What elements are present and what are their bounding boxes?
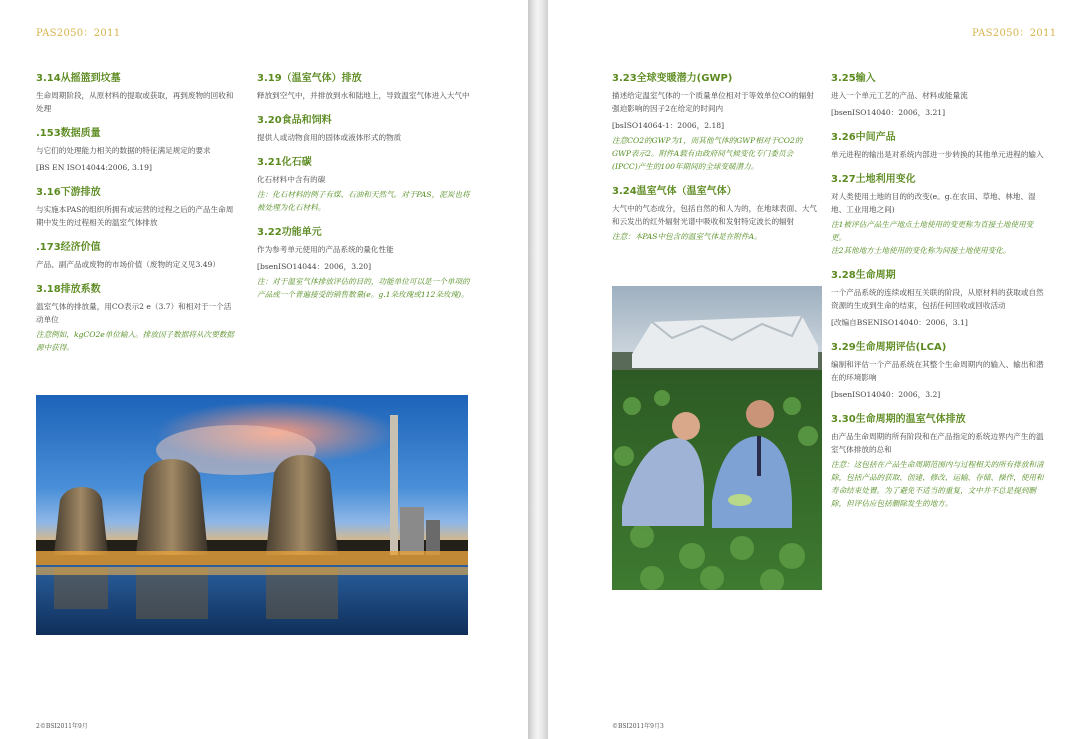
definition-entry [36,72,234,115]
reference-citation: [BS EN ISO14044:2006, 3.19] [36,163,152,172]
definition-heading: 3.21化石碳 [257,157,312,168]
reference-citation: [bsenISO14044：2006，3.20] [257,262,372,271]
definition-entry [257,72,471,102]
definition-heading: 3.18排放系数 [36,284,101,295]
definition-text: 由产品生命周期的所有阶段和在产品指定的系统边界内产生的温室气体排放的总和 [831,432,1044,454]
definition-text: 编制和评估一个产品系统在其整个生命周期内的输入、输出和潜在的环境影响 [831,360,1044,382]
left-column-2 [257,72,471,313]
definition-note: 注意CO2的GWP为1，而其他气体的GWP相对于CO2的GWP表示2。附件A载有由政府间气候变化专门委员会(IPCC)产生的100年期间的全球变暖潜力。 [612,136,803,171]
right-page [548,0,1080,739]
definition-entry [612,185,818,243]
definition-heading: 3.29生命周期评估(LCA) [831,342,947,353]
left-page-footer: 2©BSI2011年9月 [36,723,88,730]
definition-heading: 3.30生命周期的温室气体排放 [831,414,966,425]
definition-heading: 3.14从摇篮到坟墓 [36,73,121,84]
left-page-header: PAS2050：2011 [36,28,121,39]
definition-entry [257,226,471,301]
definition-entry [257,156,471,214]
definition-note: 注意：这包括在产品生命周期范围内与过程相关的所有排放和清除，包括产品的获取、创建、修改、运输、存储、操作，使用和寿命结束处置。为了避免不适当的重复，文中并不总是提到删除，但评估应包括删除发生的地方。 [831,460,1044,508]
definition-note: 注意例如，kgCO2e单位输入。排放因子数据将从次要数据源中获得。 [36,330,234,352]
definition-heading: 3.19（温室气体）排放 [257,73,362,84]
reference-citation: [bsISO14064-1：2006，2.18] [612,121,725,130]
definition-text: 描述给定温室气体的一个质量单位相对于等效单位CO的辐射强迫影响的因子2在给定的时间内 [612,91,814,113]
definition-text: 产品、副产品或废物的市场价值（废物的定义见3.49） [36,260,220,269]
definition-heading: 3.26中间产品 [831,132,896,143]
definition-entry [612,72,818,173]
definition-note: 注：对于温室气体排放评估的目的，功能单位可以是一个单项的产品或一个普遍接受的销售数量(e。g.1朵玫瑰或112朵玫瑰)。 [257,277,470,299]
definition-entry [36,186,234,229]
definition-text: 与它们的处理能力相关的数据的特征满足规定的要求 [36,146,211,155]
left-column-1 [36,72,234,366]
definition-text: 大气中的气态成分，包括自然的和人为的，在地球表面、大气和云发出的红外辐射光谱中吸收和发射特定波长的辐射 [612,204,818,226]
farm-field-photo [612,286,822,590]
reference-citation: [bsenISO14040：2006，3.2] [831,390,941,399]
reference-citation: [改编自BSENISO14040：2006，3.1] [831,318,968,327]
definition-entry [36,283,234,354]
definition-text: 提供人或动物食用的固体或液体形式的物质 [257,133,402,142]
definition-entry [831,72,1045,119]
definition-heading: 3.24温室气体（温室气体） [612,186,737,197]
definition-note: 注意：本PAS中包含的温室气体是在附件A。 [612,232,762,241]
left-page [0,0,528,739]
definition-heading: 3.16下游排放 [36,187,101,198]
definition-text: 一个产品系统的连续或相互关联的阶段，从原材料的获取或自然资源的生成到生命的结束，包括任何回收或回收活动 [831,288,1044,310]
definition-heading: .153数据质量 [36,128,101,139]
cooling-towers-image [36,395,468,635]
definition-heading: 3.27土地利用变化 [831,174,916,185]
definition-text: 与实施本PAS的组织所拥有或运营的过程之后的产品生命周期中发生的过程相关的温室气体排放 [36,205,234,227]
definition-entry [36,127,234,174]
right-page-footer: ©BSI2011年9月3 [612,723,664,730]
power-plant-photo [36,395,468,635]
definition-text: 对人类使用土地的目的的改变(e。g.在农田、草地、林地、湿地、工业用地之间) [831,192,1036,214]
definition-entry [36,241,234,271]
definition-heading: 3.22功能单元 [257,227,322,238]
farmers-in-lettuce-field-image [612,286,822,590]
definition-heading: 3.25输入 [831,73,876,84]
definition-entry [831,413,1045,510]
definition-text: 进入一个单元工艺的产品、材料或能量流 [831,91,968,100]
definition-note: 注1被评估产品生产地点土地使用的变更称为直接土地使用变更。 注2其他地方土地使用的变化称为间接土地使用变化。 [831,220,1034,255]
definition-note: 注：化石材料的例子有煤、石油和天然气。对于PAS，泥炭也将被处理为化石材料。 [257,190,470,212]
definition-entry [831,269,1045,329]
definition-text: 单元进程的输出是对系统内部进一步转换的其他单元进程的输入 [831,150,1044,159]
right-page-header: PAS2050：2011 [972,28,1057,39]
right-column-1 [612,72,818,255]
definition-entry [831,173,1045,257]
page-gutter [528,0,548,739]
definition-text: 作为参考单元使用的产品系统的量化性能 [257,245,394,254]
definition-text: 温室气体的排放量，用CO表示2 e（3.7）和相对于一个活动单位 [36,302,232,324]
right-column-2 [831,72,1045,522]
definition-heading: 3.20食品和饲料 [257,115,332,126]
definition-entry [831,131,1045,161]
definition-entry [257,114,471,144]
reference-citation: [bsenISO14040：2006，3.21] [831,108,946,117]
definition-heading: 3.23全球变暖潜力(GWP) [612,73,733,84]
definition-text: 化石材料中含有的碳 [257,175,326,184]
definition-heading: 3.28生命周期 [831,270,896,281]
definition-entry [831,341,1045,401]
definition-text: 生命周期阶段，从原材料的提取或获取，再到废物的回收和处理 [36,91,234,113]
definition-text: 释放到空气中，并排放到水和陆地上，导致温室气体进入大气中 [257,91,470,100]
definition-heading: .173经济价值 [36,242,101,253]
